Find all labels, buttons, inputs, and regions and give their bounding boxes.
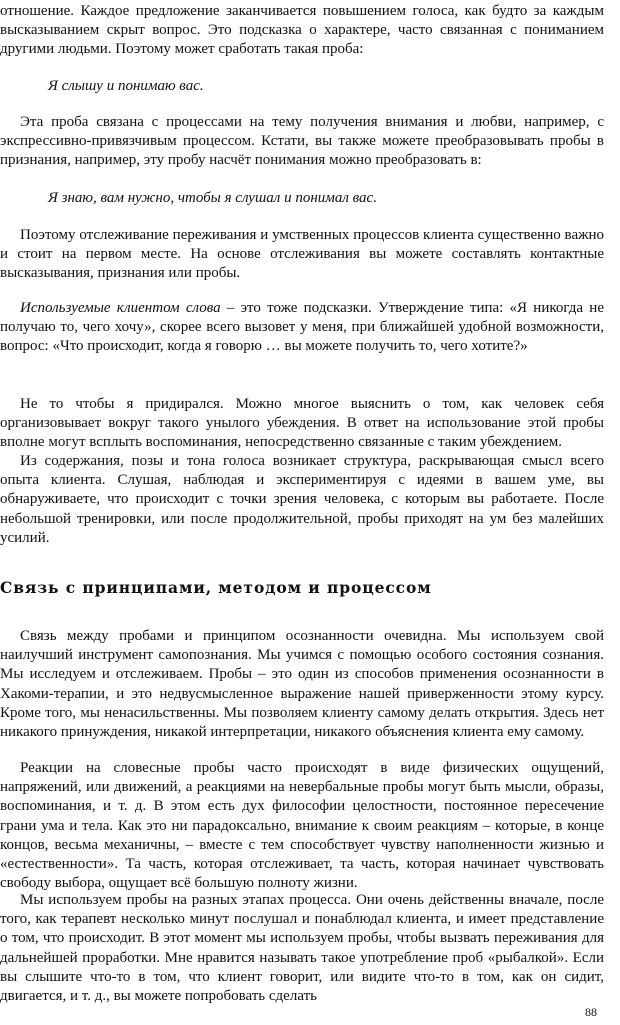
paragraph: Поэтому отслеживание переживания и умственных процессов клиента существенно важно и стоит на первом месте. На основе отслеживания вы можете составлять контактные высказывания, признания или пробы.	[0, 227, 604, 282]
page-number: 88	[585, 1005, 597, 1019]
paragraph-continuation: отношение. Каждое предложение заканчивается повышением голоса, как будто за каждым высказыванием скрыт вопрос. Это подсказка о характере, часто связанная с пониманием другими людьми. Поэтому может сработать такая проба:	[0, 3, 604, 58]
example-probe-quote: Я слышу и понимаю вас.	[48, 78, 204, 94]
paragraph: Не то чтобы я придирался. Можно многое выяснить о том, как человек себя организовывает вокруг такого унылого убеждения. В ответ на использование этой пробы вполне могут всплыть воспоминания, непосредственно связанные с таким убеждением.	[0, 396, 604, 451]
section-heading: Связь с принципами, методом и процессом	[0, 578, 432, 597]
paragraph-client-words	[0, 299, 604, 357]
emphasized-term: Используемые клиентом слова	[20, 300, 221, 316]
paragraph: Мы используем пробы на разных этапах процесса. Они очень действенны вначале, после того, как терапевт несколько минут послушал и понаблюдал клиента, и имеет представление о том, что происходит. В этот момент мы используем пробы, чтобы вызвать переживания для дальнейшей проработки. Мне нравится называть такое употребление проб «рыбалкой». Если вы слышите что-то в том, что клиент говорит, или видите что-то в том, как он сидит, двигается, и т. д., вы можете попробовать сделать	[0, 892, 604, 1005]
paragraph: Из содержания, позы и тона голоса возникает структура, раскрывающая смысл всего опыта клиента. Слушая, наблюдая и экспериментируя с идеями в вашем уме, вы обнаруживаете, что происходит с точки зрения человека, с которым вы работаете. После небольшой тренировки, или после продолжительной, пробы приходят на ум без малейших усилий.	[0, 453, 604, 546]
paragraph: Связь между пробами и принципом осознанности очевидна. Мы используем свой наилучший инструмент самопознания. Мы учимся с помощью особого состояния сознания. Мы исследуем и отслеживаем. Пробы – это один из способов применения осознанности в Хакоми-терапии, и это недвусмысленное выражение нашей приверженности этому курсу. Кроме того, мы ненасильственны. Мы позволяем клиенту самому делать открытия. Здесь нет никакого принуждения, никакой интерпретации, никакого объяснения клиента ему самому.	[0, 628, 604, 741]
paragraph: Реакции на словесные пробы часто происходят в виде физических ощущений, напряжений, или движений, а реакциями на невербальные пробы могут быть мысли, образы, воспоминания, и т. д. В этом есть дух философии целостности, постоянное пересечение грани ума и тела. Как это ни парадоксально, внимание к своим реакциям – которые, в конце концов, весьма механичны, – вместе с тем способствует чувству наполненности жизнью и «естественности». Та часть, которая отслеживает, та часть, которая начинает чувствовать свободу выбора, ощущает всё большую полноту жизни.	[0, 760, 604, 892]
example-acknowledgment-quote: Я знаю, вам нужно, чтобы я слушал и понимал вас.	[48, 190, 377, 206]
paragraph-text: – это тоже подсказки. Утверждение типа: «Я никогда не получаю то, чего хочу», скорее всего вызовет у меня, при ближайшей удобной возможности, вопрос: «Что происходит, когда я говорю … вы можете получить то, чего хотите?»	[0, 300, 604, 355]
paragraph: Эта проба связана с процессами на тему получения внимания и любви, например, с экспрессивно-привязчивым процессом. Кстати, вы также можете преобразовывать пробы в признания, например, эту пробу насчёт понимания можно преобразовать в:	[0, 114, 604, 169]
